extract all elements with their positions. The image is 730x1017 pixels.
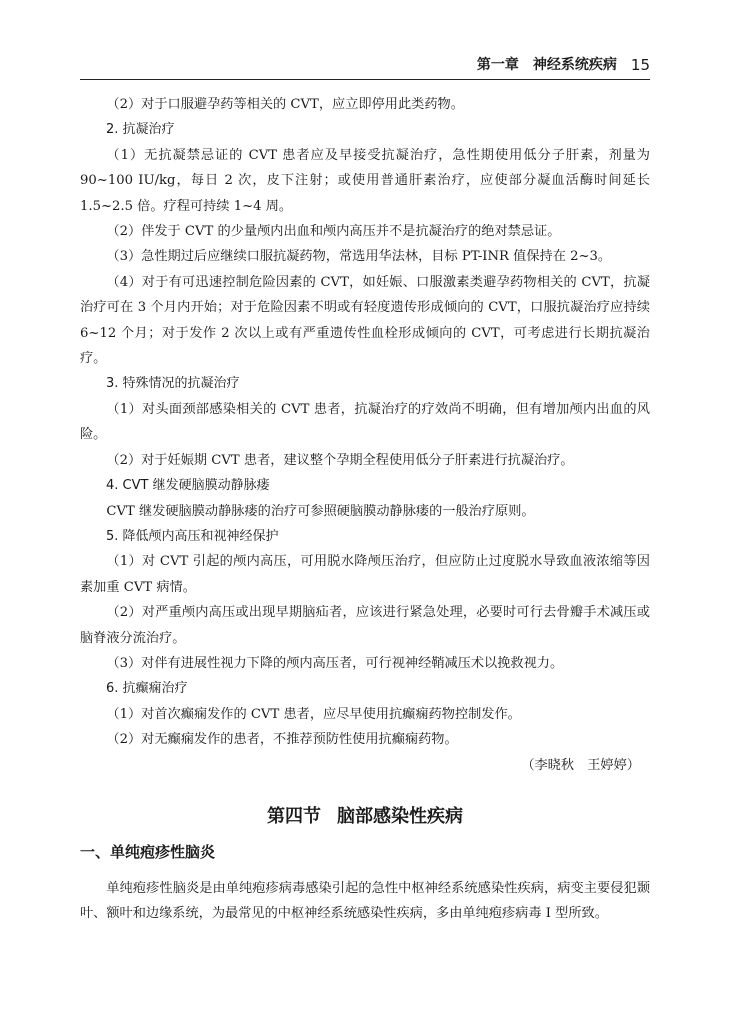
section-number: 第四节	[267, 805, 321, 827]
page-number: 15	[630, 56, 650, 74]
item-heading: 3. 特殊情况的抗凝治疗	[106, 376, 240, 392]
paragraph: （1）对 CVT 引起的颅内高压，可用脱水降颅压治疗，但应防止过度脱水导致血液浓缩等因素加重 CVT 病情。	[80, 554, 650, 595]
paragraph: （2）对于妊娠期 CVT 患者，建议整个孕期全程使用低分子肝素进行抗凝治疗。	[106, 452, 574, 468]
paragraph: （4）对于有可迅速控制危险因素的 CVT，如妊娠、口服激素类避孕药物相关的 CVT，抗凝治疗可在 3 个月内开始；对于危险因素不明或有轻度遗传形成倾向的 CVT，口服抗凝治疗应持续 6~12 个月；对于发作 2 次以上或有严重遗传性血栓形成倾向的 CVT，可考虑进行长期抗凝治疗。	[80, 274, 650, 367]
item-heading: 2. 抗凝治疗	[106, 122, 175, 138]
paragraph: CVT 继发硬脑膜动静脉瘘的治疗可参照硬脑膜动静脉瘘的一般治疗原则。	[106, 503, 535, 519]
section-name: 脑部感染性疾病	[337, 805, 463, 827]
paragraph: 单纯疱疹性脑炎是由单纯疱疹病毒感染引起的急性中枢神经系统感染性疾病，病变主要侵犯颞叶、额叶和边缘系统，为最常见的中枢神经系统感染性疾病，多由单纯疱疹病毒 I 型所致。	[80, 880, 650, 922]
item-heading: 4. CVT 继发硬脑膜动静脉瘘	[106, 478, 270, 494]
item-heading: 6. 抗癫痫治疗	[106, 681, 188, 697]
paragraph: （1）对首次癫痫发作的 CVT 患者，应尽早使用抗癫痫药物控制发作。	[106, 706, 521, 722]
section-title	[80, 802, 650, 832]
paragraph: （3）急性期过后应继续口服抗凝药物，常选用华法林，目标 PT-INR 值保持在 2~3。	[106, 249, 612, 265]
page-body	[80, 92, 650, 927]
paragraph: （1）对头面颈部感染相关的 CVT 患者，抗凝治疗的疗效尚不明确，但有增加颅内出血的风险。	[80, 401, 650, 443]
paragraph: （3）对伴有进展性视力下降的颅内高压者，可行视神经鞘减压术以挽救视力。	[106, 655, 564, 671]
running-header	[80, 50, 650, 80]
paragraph: （2）对于口服避孕药等相关的 CVT，应立即停用此类药物。	[106, 97, 464, 112]
paragraph: （1）无抗凝禁忌证的 CVT 患者应及早接受抗凝治疗，急性期使用低分子肝素，剂量为 90~100 IU/kg，每日 2 次，皮下注射；或使用普通肝素治疗，应使部分凝血活酶时间延长 1.5~2.5 倍。疗程可持续 1~4 周。	[80, 147, 650, 214]
author-credit: （李晓秋 王婷婷）	[521, 757, 640, 773]
chapter-title: 第一章 神经系统疾病	[476, 57, 617, 73]
subsection-title: 一、单纯疱疹性脑炎	[80, 842, 216, 861]
paragraph: （2）伴发于 CVT 的少量颅内出血和颅内高压并不是抗凝治疗的绝对禁忌证。	[106, 224, 561, 240]
paragraph: （2）对严重颅内高压或出现早期脑疝者，应该进行紧急处理，必要时可行去骨瓣手术减压或脑脊液分流治疗。	[80, 605, 650, 646]
paragraph: （2）对无癫痫发作的患者，不推荐预防性使用抗癫痫药物。	[106, 732, 458, 748]
item-heading: 5. 降低颅内高压和视神经保护	[106, 528, 279, 544]
